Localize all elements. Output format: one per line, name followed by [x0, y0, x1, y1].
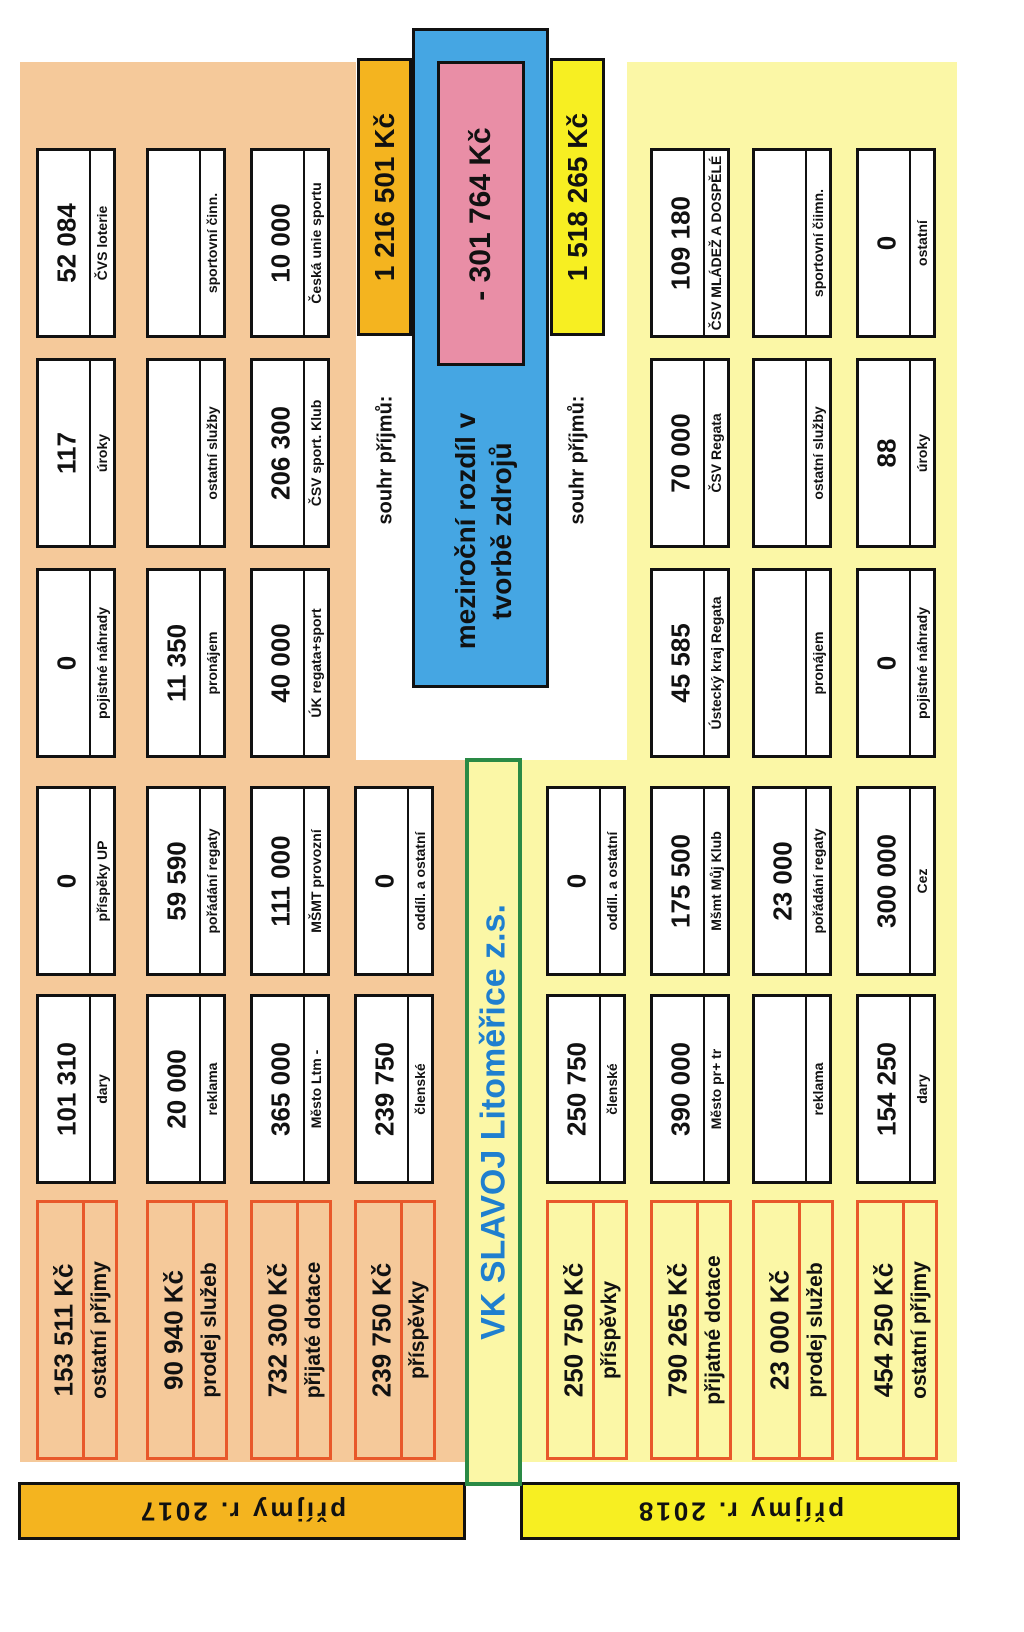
card-value: 300 000	[871, 834, 902, 928]
total-label-cell	[192, 1203, 225, 1457]
card-label: Mšmt Můj Klub	[708, 831, 724, 931]
card-label-cell	[805, 789, 829, 973]
title-box	[465, 758, 522, 1486]
card-value: 0	[871, 655, 902, 671]
card-label-cell	[805, 361, 829, 545]
card-value: 250 750	[561, 1042, 592, 1136]
value-card	[650, 786, 730, 976]
sum-label-2018: souhr příjmů:	[566, 395, 589, 525]
card-value-cell	[149, 997, 205, 1181]
card-value: 0	[561, 873, 592, 889]
page-title: VK SLAVOJ Litoměřice z.s.	[474, 904, 512, 1340]
total-label: přijatné dotace	[702, 1255, 725, 1405]
card-value-cell	[755, 571, 811, 755]
value-card	[752, 358, 832, 548]
card-label: ČSV Regata	[708, 413, 724, 493]
card-value: 154 250	[871, 1042, 902, 1136]
card-label: ČSV MLÁDEŽ A DOSPĚLÉ	[708, 155, 724, 331]
card-value-cell	[39, 361, 95, 545]
card-label: pořádání regaty	[204, 828, 220, 934]
sum-label-2017: souhr příjmů:	[374, 395, 397, 525]
card-value-cell	[859, 571, 915, 755]
value-card	[354, 994, 434, 1184]
card-label-cell	[909, 997, 933, 1181]
total-label-cell	[798, 1203, 831, 1457]
value-card	[250, 148, 330, 338]
card-label: pojistné náhrady	[94, 606, 110, 720]
card-label: úroky	[94, 433, 110, 473]
card-label: Česká unie sportu	[308, 182, 324, 304]
sum-value-2018: 1 518 265 Kč	[550, 58, 605, 336]
sum-value-2017: 1 216 501 Kč	[357, 58, 412, 336]
card-label: oddíl. a ostatní	[412, 831, 428, 931]
card-value-cell	[39, 997, 95, 1181]
card-label-cell	[89, 789, 113, 973]
card-value: 11 350	[161, 623, 192, 703]
card-label-cell	[599, 997, 623, 1181]
card-label-cell	[407, 789, 431, 973]
total-amount: 250 750 Kč	[558, 1262, 589, 1398]
card-value-cell	[653, 151, 709, 335]
card-label-cell	[805, 571, 829, 755]
total-box	[546, 1200, 628, 1460]
card-value: 20 000	[161, 1049, 192, 1129]
value-card	[354, 786, 434, 976]
card-value: 40 000	[265, 623, 296, 703]
card-value-cell	[149, 361, 205, 545]
total-amount: 732 300 Kč	[262, 1262, 293, 1398]
card-label-cell	[303, 997, 327, 1181]
card-label: členské	[412, 1063, 428, 1115]
value-card	[36, 568, 116, 758]
difference-value: - 301 764 Kč	[437, 61, 525, 366]
card-label: Město Ltm -	[308, 1049, 324, 1129]
value-card	[546, 786, 626, 976]
value-card	[546, 994, 626, 1184]
card-value: 390 000	[665, 1042, 696, 1136]
value-card	[752, 786, 832, 976]
card-label-cell	[303, 151, 327, 335]
card-value-cell	[39, 789, 95, 973]
card-value-cell	[549, 789, 605, 973]
card-label-cell	[89, 361, 113, 545]
card-value: 111 000	[265, 835, 296, 927]
card-value: 0	[871, 235, 902, 251]
card-value: 0	[369, 873, 400, 889]
card-label: pořádání regaty	[810, 828, 826, 934]
card-label-cell	[199, 151, 223, 335]
card-label-cell	[909, 571, 933, 755]
card-value-cell	[149, 789, 205, 973]
card-value-cell	[755, 789, 811, 973]
card-label-cell	[703, 789, 727, 973]
total-box	[856, 1200, 938, 1460]
card-value: 109 180	[665, 196, 696, 290]
value-card	[856, 148, 936, 338]
card-label-cell	[89, 571, 113, 755]
card-value: 23 000	[767, 841, 798, 921]
card-label-cell	[703, 361, 727, 545]
value-card	[146, 786, 226, 976]
total-label: prodej služeb	[804, 1262, 827, 1398]
card-label: Město pr+ tr	[708, 1048, 724, 1130]
value-card	[36, 148, 116, 338]
card-value-cell	[149, 571, 205, 755]
card-value: 175 500	[665, 834, 696, 928]
total-box	[36, 1200, 118, 1460]
value-card	[36, 994, 116, 1184]
total-label: ostatní příjmy	[908, 1261, 931, 1399]
card-label: ČVS loterie	[94, 205, 110, 281]
card-value-cell	[653, 789, 709, 973]
card-value-cell	[357, 997, 413, 1181]
card-value-cell	[859, 789, 915, 973]
value-card	[146, 568, 226, 758]
value-card	[856, 786, 936, 976]
card-label: Cez	[914, 868, 930, 894]
total-label: přijaté dotace	[302, 1261, 325, 1399]
card-value-cell	[859, 361, 915, 545]
card-value-cell	[253, 789, 309, 973]
value-card	[752, 994, 832, 1184]
card-label: oddíl. a ostatní	[604, 831, 620, 931]
card-value-cell	[357, 789, 413, 973]
value-card	[250, 994, 330, 1184]
card-label-cell	[303, 789, 327, 973]
card-value-cell	[755, 361, 811, 545]
card-value-cell	[253, 361, 309, 545]
card-value: 52 084	[51, 203, 82, 283]
card-value: 117	[51, 432, 82, 474]
card-label: reklama	[204, 1062, 220, 1116]
card-label: reklama	[810, 1062, 826, 1116]
card-label: Ústecký kraj Regata	[708, 596, 724, 730]
card-label-cell	[909, 789, 933, 973]
year-bar-2018	[520, 1482, 960, 1540]
card-value: 45 585	[665, 623, 696, 703]
total-box	[146, 1200, 228, 1460]
card-label: pronájem	[204, 631, 220, 695]
card-value-cell	[253, 571, 309, 755]
card-value-cell	[859, 151, 915, 335]
card-label-cell	[703, 151, 727, 335]
total-label-cell	[696, 1203, 729, 1457]
card-label: ostatní služby	[810, 406, 826, 500]
card-value: 59 590	[161, 841, 192, 921]
card-value: 206 300	[265, 406, 296, 500]
card-value-cell	[653, 997, 709, 1181]
value-card	[650, 568, 730, 758]
card-label-cell	[407, 997, 431, 1181]
total-box	[650, 1200, 732, 1460]
value-card	[856, 568, 936, 758]
card-label: sportovní čiimn.	[810, 188, 826, 298]
card-value: 239 750	[369, 1042, 400, 1136]
card-value-cell	[39, 151, 95, 335]
total-box	[250, 1200, 332, 1460]
card-label-cell	[909, 361, 933, 545]
total-amount: 153 511 Kč	[48, 1263, 79, 1397]
card-value-cell	[653, 571, 709, 755]
card-label-cell	[703, 997, 727, 1181]
card-label: dary	[914, 1074, 930, 1104]
value-card	[650, 148, 730, 338]
total-box	[752, 1200, 834, 1460]
card-label-cell	[599, 789, 623, 973]
total-label: prodej služeb	[198, 1262, 221, 1398]
difference-label: meziroční rozdíl v tvorbě zdrojů	[450, 412, 517, 650]
value-card	[36, 786, 116, 976]
total-amount: 454 250 Kč	[868, 1262, 899, 1398]
card-label: MŠMT provozní	[308, 829, 324, 933]
total-amount: 790 265 Kč	[662, 1262, 693, 1398]
card-value: 88	[871, 438, 902, 468]
total-label: příspěvky	[598, 1280, 621, 1380]
total-label-cell	[902, 1203, 935, 1457]
card-label-cell	[703, 571, 727, 755]
card-value-cell	[755, 151, 811, 335]
card-label: dary	[94, 1074, 110, 1104]
value-card	[250, 786, 330, 976]
card-value-cell	[859, 997, 915, 1181]
total-label-cell	[82, 1203, 115, 1457]
card-label: ostatní	[914, 220, 930, 266]
card-value-cell	[549, 997, 605, 1181]
year-label-2018: příjmy r. 2018	[635, 1496, 845, 1527]
value-card	[250, 358, 330, 548]
card-value-cell	[653, 361, 709, 545]
card-value: 10 000	[265, 203, 296, 283]
difference-box	[412, 28, 549, 688]
card-label-cell	[303, 571, 327, 755]
card-label: ostatní služby	[204, 406, 220, 500]
card-value: 365 000	[265, 1042, 296, 1136]
card-value: 70 000	[665, 413, 696, 493]
card-label-cell	[199, 361, 223, 545]
card-value-cell	[253, 151, 309, 335]
total-box	[354, 1200, 436, 1460]
card-value: 101 310	[51, 1042, 82, 1136]
card-value-cell	[755, 997, 811, 1181]
card-label-cell	[199, 997, 223, 1181]
card-label: pojistné náhrady	[914, 606, 930, 720]
total-amount: 23 000 Kč	[764, 1270, 795, 1390]
value-card	[650, 994, 730, 1184]
card-label: členské	[604, 1063, 620, 1115]
card-label: sportovní činn.	[204, 192, 220, 294]
total-amount: 239 750 Kč	[366, 1262, 397, 1398]
value-card	[250, 568, 330, 758]
card-label: pronájem	[810, 631, 826, 695]
card-label-cell	[909, 151, 933, 335]
total-label-cell	[592, 1203, 625, 1457]
card-label-cell	[89, 997, 113, 1181]
card-value: 0	[51, 873, 82, 889]
value-card	[856, 994, 936, 1184]
year-bar-2017	[18, 1482, 466, 1540]
year-label-2017: příjmy r. 2017	[137, 1496, 347, 1527]
value-card	[146, 148, 226, 338]
total-amount: 90 940 Kč	[158, 1270, 189, 1390]
total-label-cell	[296, 1203, 329, 1457]
card-value-cell	[253, 997, 309, 1181]
value-card	[146, 358, 226, 548]
card-label-cell	[199, 571, 223, 755]
card-value: 0	[51, 655, 82, 671]
value-card	[856, 358, 936, 548]
card-label-cell	[805, 997, 829, 1181]
card-label-cell	[303, 361, 327, 545]
value-card	[752, 568, 832, 758]
card-label-cell	[89, 151, 113, 335]
value-card	[146, 994, 226, 1184]
card-label-cell	[199, 789, 223, 973]
value-card	[36, 358, 116, 548]
value-card	[752, 148, 832, 338]
value-card	[650, 358, 730, 548]
card-value-cell	[39, 571, 95, 755]
card-label: ÚK regata+sport	[308, 608, 324, 718]
card-value-cell	[149, 151, 205, 335]
total-label: ostatní příjmy	[88, 1261, 111, 1399]
card-label: ČSV sport. Klub	[308, 399, 324, 507]
total-label: příspěvky	[406, 1280, 429, 1380]
card-label-cell	[805, 151, 829, 335]
total-label-cell	[400, 1203, 433, 1457]
card-label: příspěky UP	[94, 840, 110, 922]
card-label: úroky	[914, 433, 930, 473]
